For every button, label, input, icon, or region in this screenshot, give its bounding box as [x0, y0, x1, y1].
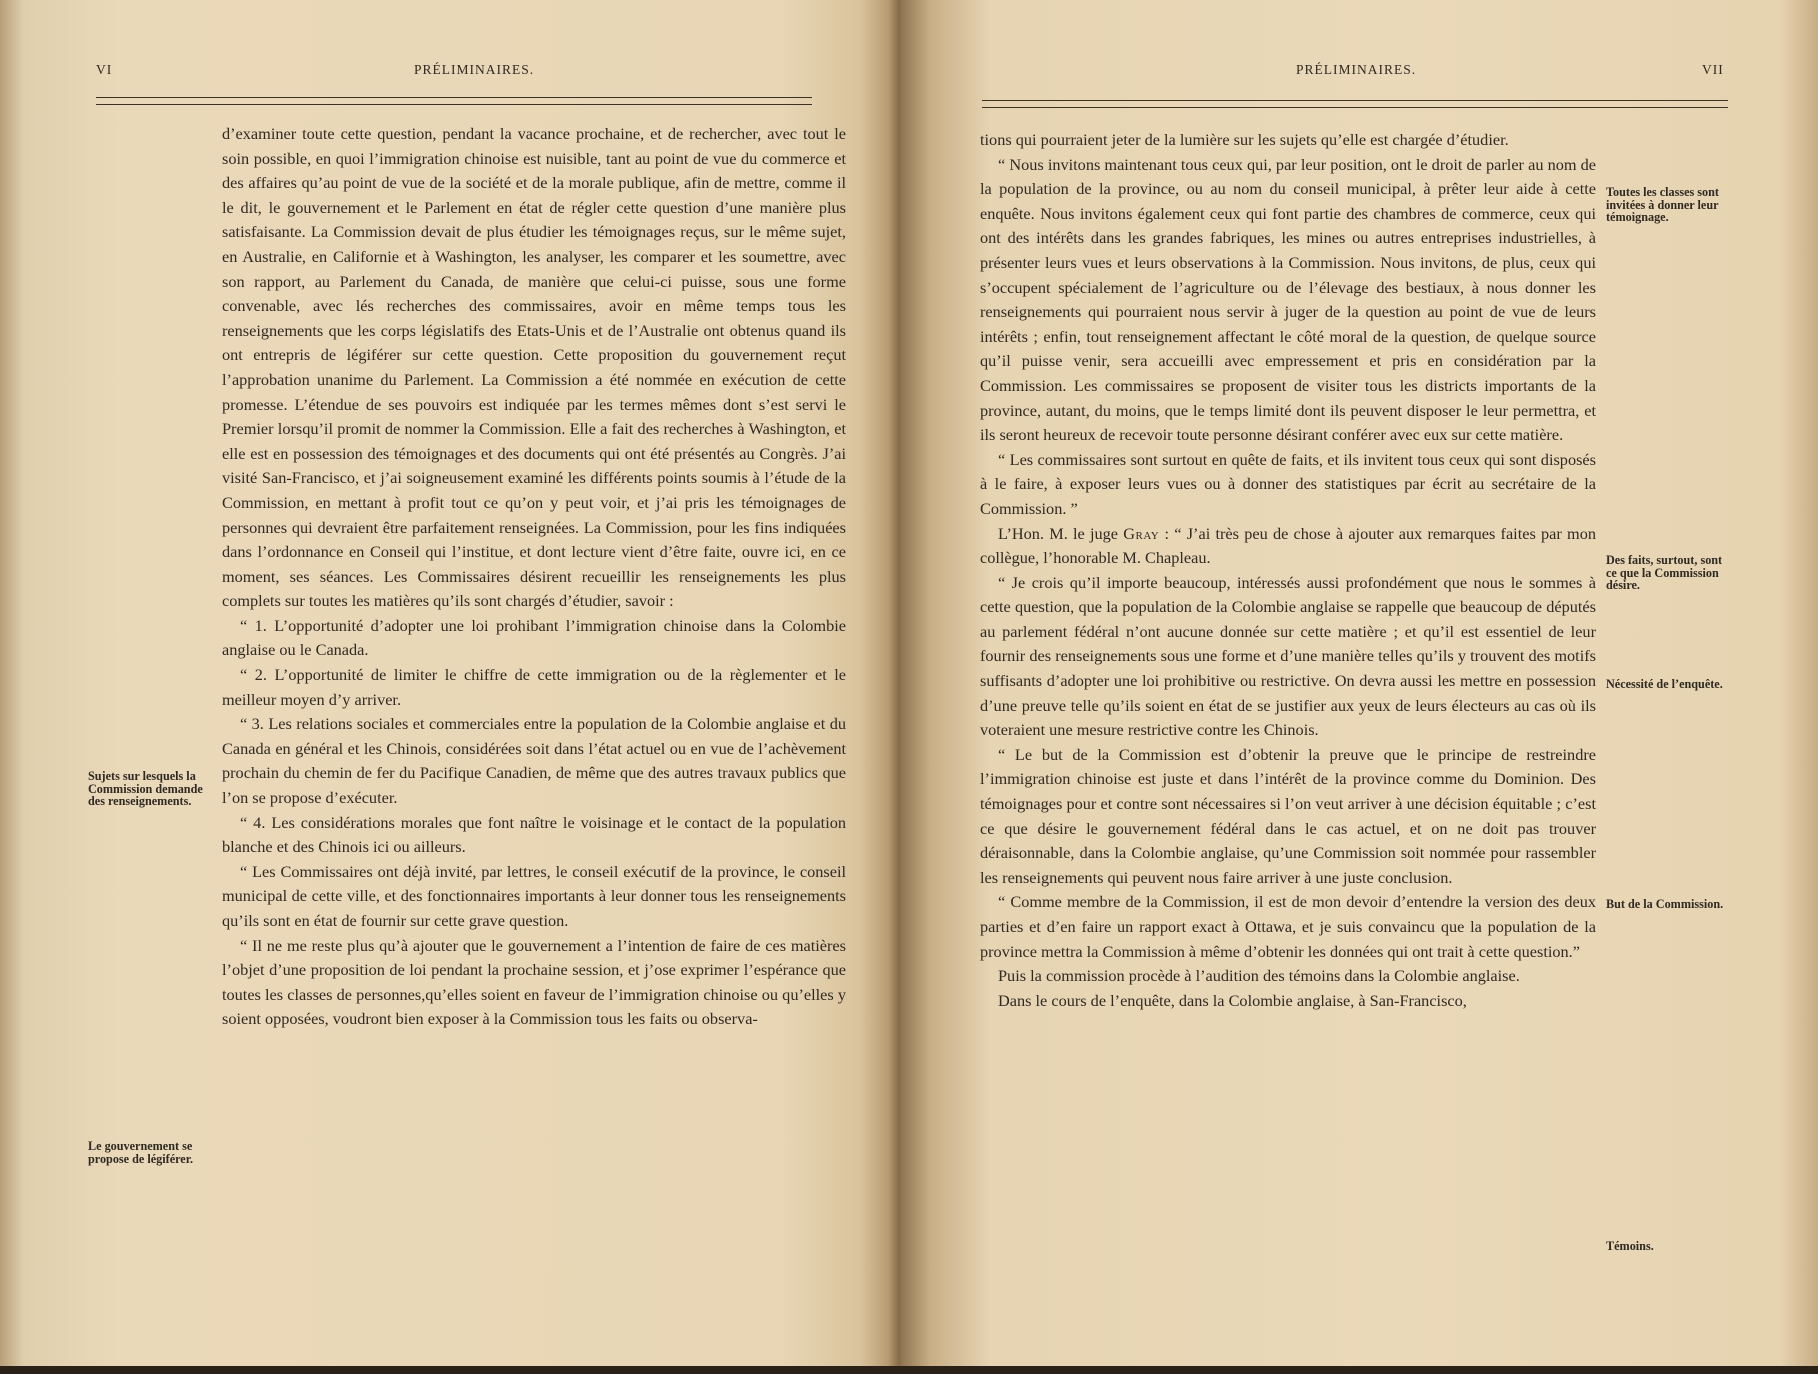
paragraph: “ Les Commissaires ont déjà invité, par lettres, le conseil exécutif de la province, le conseil municipal de cette ville, et des fonctionnaires importants à leur donner tous les renseignements qu’ils sont en état de fournir sur cette grave question.	[222, 861, 846, 930]
paragraph: tions qui pourraient jeter de la lumière sur les sujets qu’elle est chargée d’étudier.	[980, 130, 1509, 149]
header-rule-thin	[96, 104, 812, 105]
paragraph: “ 2. L’opportunité de limiter le chiffre de cette immigration ou de la règlementer et le meilleur moyen d’y arriver.	[222, 665, 846, 709]
header-rule-thick	[96, 97, 812, 98]
gutter-shadow	[888, 0, 900, 1374]
right-page	[900, 0, 1818, 1374]
book-edge	[0, 1366, 1818, 1374]
paragraph: “ Nous invitons maintenant tous ceux qui, par leur position, ont le droit de parler au nom de la population de la province, ou au nom du conseil municipal, à prêter leur aide à cette enquête. Nous invitons également ceux qui font partie des chambres de commerce, ceux qui ont des intérêts dans les grandes fabriques, les mines ou autres entreprises industrielles, à présenter leurs vues et leurs observations à la Commission. Nous invitons, de plus, ceux qui s’occupent spécialement de l’agriculture ou de l’élevage des bestiaux, à nous donner les renseignements qui pourraient nous servir à juger de la question au point de vue de leurs intérêts ; enfin, tout renseignement affectant le côté moral de la question, de quelque source qu’il puisse venir, sera accueilli avec empressement et pris en considération par la Commission. Les commissaires se proposent de visiter tous les districts importants de la province, autant, du moins, que le temps limité dont ils peuvent disposer le leur permettra, et ils seront heureux de recevoir toute personne désirant conférer avec eux sur cette matière.	[980, 154, 1596, 445]
header-rule-thick	[982, 100, 1728, 101]
paragraph: “ Les commissaires sont surtout en quête de faits, et ils invitent tous ceux qui sont disposés à le faire, à exposer leurs vues ou à donner des statistiques par écrit au secrétaire de la Commission. ”	[980, 449, 1596, 518]
paragraph	[980, 522, 1596, 571]
paragraph: “ Je crois qu’il importe beaucoup, intéressés aussi profondément que nous le sommes à cette question, que la population de la Colombie anglaise se rappelle que beaucoup de députés au parlement fédéral n’ont aucune donnée sur cette matière ; et qu’il est essentiel de leur fournir des renseignements sous une forme et d’une manière telles qu’ils y trouvent des motifs suffisants d’adopter une loi prohibitive ou restrictive. On devra aussi les mettre en possession d’une preuve telle qu’ils soient en état de se justifier aux yeux de leurs électeurs au cas où ils voteraient une mesure restrictive contre les Chinois.	[980, 572, 1596, 740]
margin-note: Témoins.	[1606, 1239, 1654, 1253]
paragraph: “ 1. L’opportunité d’adopter une loi prohibant l’immigration chinoise dans la Colombie anglaise ou le Canada.	[222, 615, 846, 660]
margin-note: Toutes les classes sont invitées à donner leur témoignage.	[1606, 185, 1719, 224]
paragraph: Dans le cours de l’enquête, dans la Colombie anglaise, à San-Francisco,	[998, 990, 1467, 1010]
margin-note: Sujets sur lesquels la Commission demande des renseignements.	[88, 769, 203, 808]
left-page	[0, 0, 900, 1374]
paragraph: “ Comme membre de la Commission, il est de mon devoir d’entendre la version des deux parties et d’en faire un rapport exact à Ottawa, et je suis convaincu que la population de la province mettra la Commission à même d’obtenir les données qui ont trait à cette question.”	[980, 892, 1596, 961]
left-body-text	[222, 122, 846, 1032]
paragraph: “ Le but de la Commission est d’obtenir la preuve que le principe de restreindre l’immigration chinoise est juste et dans l’intérêt de la province comme du Dominion. Des témoignages pour et contre sont nécessaires si l’on veut arriver à une décision équitable ; c’est ce que désire le gouvernement fédéral dans le cas actuel, et on ne doit pas trouver déraisonnable, dans la Colombie anglaise, qu’une Commission soit nommée pour rassembler les renseignements qui peuvent nous faire arriver à une juste conclusion.	[980, 744, 1596, 887]
paragraph: Puis la commission procède à l’audition des témoins dans la Colombie anglaise.	[998, 966, 1520, 986]
right-page-number: VII	[1702, 62, 1724, 77]
left-page-number: VI	[96, 62, 113, 77]
margin-note: Le gouvernement se propose de légiférer.	[88, 1139, 194, 1166]
right-running-title: PRÉLIMINAIRES.	[1296, 62, 1417, 77]
left-running-title: PRÉLIMINAIRES.	[414, 62, 535, 77]
paragraph: “ Il ne me reste plus qu’à ajouter que le gouvernement a l’intention de faire de ces matières l’objet d’une proposition de loi pendant la prochaine session, et j’ose exprimer l’espérance que toutes les classes de personnes,qu’elles soient en faveur de l’immigration chinoise ou qu’elles y soient opposées, voudront bien exposer à la Commission tous les faits ou observa-	[222, 935, 846, 1029]
margin-note: But de la Commission.	[1606, 897, 1724, 911]
paragraph: d’examiner toute cette question, pendant la vacance prochaine, et de rechercher, avec tout le soin possible, en quoi l’immigration chinoise est nuisible, tant au point de vue du commerce et des affaires qu’au point de vue de la société et de la morale publique, afin de mettre, comme il le dit, le gouvernement et le Parlement en état de régler cette question d’une manière plus satisfaisante. La Commission devait de plus étudier les témoignages reçus, sur le même sujet, en Australie, en Californie et à Washington, les analyser, les comparer et les soumettre, avec son rapport, au Parlement du Canada, de manière que celui-ci puisse, sous une forme convenable, avec lés recherches des commissaires, avoir en même temps tous les renseignements que les corps législatifs des Etats-Unis et de l’Australie ont obtenus quand ils ont entrepris de légiférer sur cette question. Cette proposition du gouvernement reçut l’approbation unanime du Parlement. La Commission a été nommée en exécution de cette promesse. L’étendue de ses pouvoirs est indiquée par les termes mêmes dont s’est servi le Premier lorsqu’il promit de nommer la Commission. Elle a fait des recherches à Washington, et elle est en possession des témoignages et des documents qui ont été présentés au Congrès. J’ai visité San-Francisco, et j’ai soigneusement examiné les différents points soumis à l’étude de la Commission, en mettant à profit tout ce qu’on y peut voir, et j’ai pris les témoignages de personnes qui devraient être parfaitement renseignées. La Commission, pour les fins indiquées dans l’ordonnance en Conseil qui l’institue, et dont lecture vient d’être faite, ouvre ici, en ce moment, ses séances. Les Commissaires désirent recueillir les renseignements les plus complets sur toutes les matières qu’ils sont chargés d’étudier, savoir :	[222, 124, 846, 611]
speaker-intro: L’Hon. M. le juge	[998, 523, 1119, 543]
right-body-text	[980, 128, 1596, 1013]
paragraph: “ 3. Les relations sociales et commerciales entre la population de la Colombie anglaise et du Canada en général et les Chinois, considérées soit dans l’état actuel ou en vue de l’achèvement prochain du chemin de fer du Pacifique Canadien, de même que des autres travaux publics que l’on se propose d’exécuter.	[222, 714, 846, 808]
header-rule-thin	[982, 107, 1728, 108]
speaker-text: : “ J’ai très peu de chose à ajouter aux remarques faites par mon collègue, l’honorable M. Chapleau.	[980, 523, 1597, 568]
margin-note: Nécessité de l’enquête.	[1606, 677, 1723, 691]
speaker-name: Gray	[1123, 523, 1160, 543]
margin-note: Des faits, surtout, sont ce que la Commission désire.	[1606, 553, 1723, 592]
paragraph: “ 4. Les considérations morales que font naître le voisinage et le contact de la population blanche et des Chinois ici ou ailleurs.	[222, 812, 846, 857]
